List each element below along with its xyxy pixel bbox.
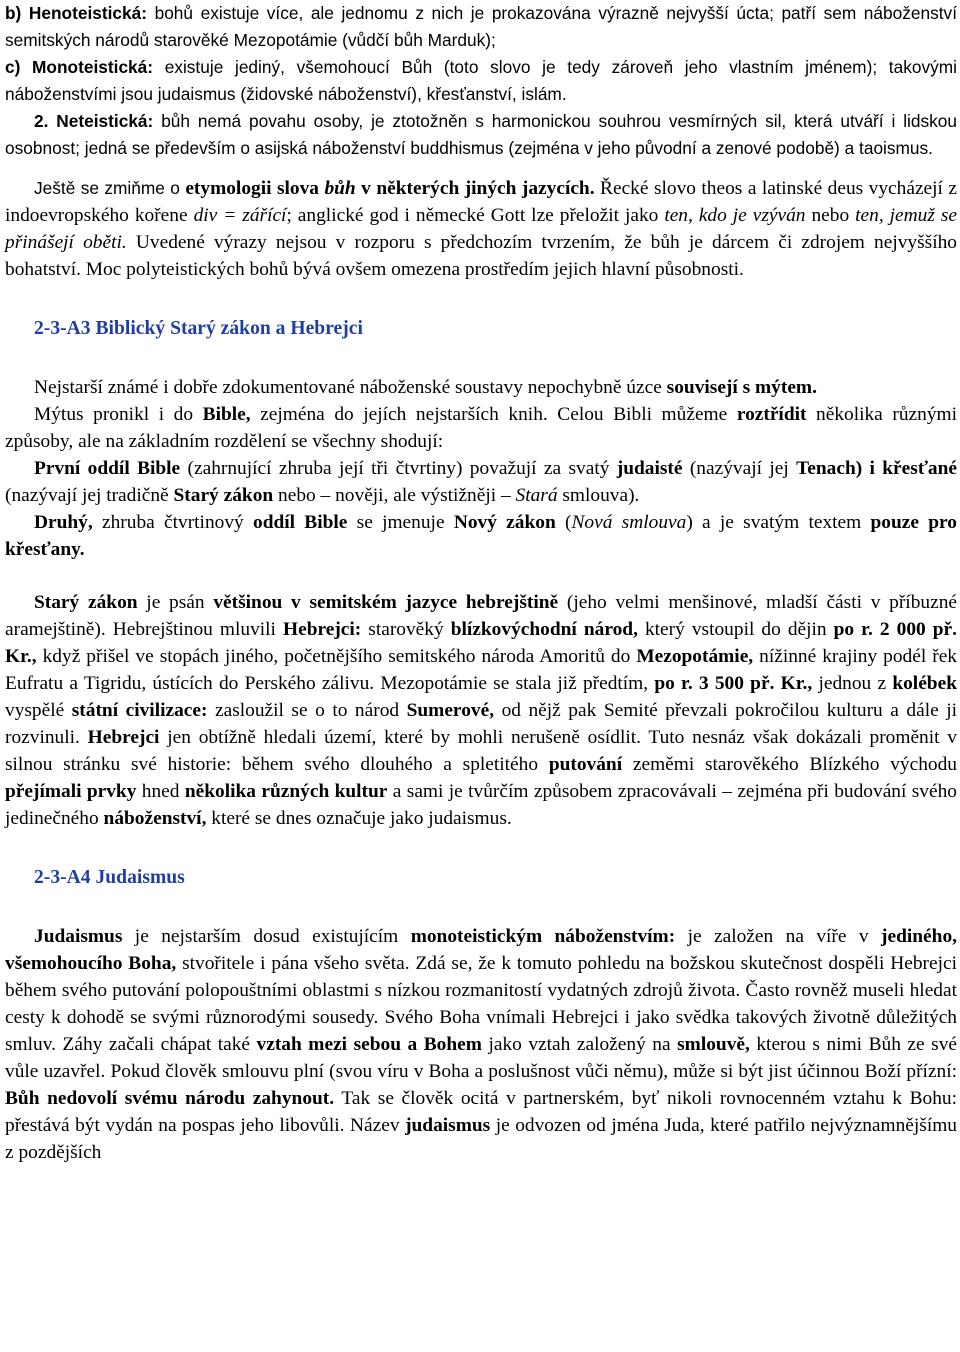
a3-p5-text-14: a sami je tvůrčím způsobem zpracovávali – zejména při budování svého jedinečného — [5, 781, 957, 829]
a3-p3-bold-4: Starý zákon — [173, 485, 274, 506]
a3-p3-text-4: nebo – nověji, ale výstižněji – — [273, 485, 516, 506]
a3-p5-text-1: je psán — [137, 592, 214, 613]
a3-p4-text-2: se jmenuje — [347, 512, 454, 533]
nontheistic-text: bůh nemá povahu osoby, je ztotožněn s harmonickou souhrou vesmírných sil, která utváří i lidskou osobnost; jedná se především o asijská náboženství buddhismus (zejména v jeho původní a zenové podobě) a taoismus. — [5, 111, 957, 158]
a3-p5-text-3: starověký — [361, 619, 451, 640]
etymology-lead: Ještě se zmiňme o — [34, 178, 186, 198]
a3-p4-bold-4: pouze pro křesťany. — [5, 512, 957, 560]
a3-p2-text-2: zejména do jejích nejstarších knih. Celou Bibli můžeme — [250, 404, 737, 425]
nontheistic-item — [5, 108, 957, 162]
a3-p5-bold-15: náboženství, — [103, 808, 207, 829]
a3-p5-bold-9: státní civilizace: — [71, 700, 208, 721]
a3-p5-bold-8: kolébek — [892, 673, 957, 694]
religion-types-list — [5, 0, 957, 162]
a4-p1-text-5: kterou s nimi Bůh ze své vůle uzavřel. Pokud člověk smlouvu plní (svou víru v Boha a poslušnost vůči němu), může si být jist účinnou Boží přízní: — [5, 1034, 958, 1082]
monotheistic-label: c) Monoteistická: — [5, 57, 154, 77]
a3-p5-text-7: jednou z — [812, 673, 893, 694]
a3-p4-bold-1: Druhý, — [34, 512, 93, 533]
etymology-italic-2: ten, kdo je vzýván — [664, 205, 806, 226]
spacer — [5, 283, 957, 315]
a4-p1-bold-1: Judaismus — [34, 926, 123, 947]
section-heading-a3: 2-3-A3 Biblický Starý zákon a Hebrejci — [34, 318, 363, 339]
a3-p5-text-8: vyspělé — [5, 700, 72, 721]
spacer — [5, 162, 957, 175]
nontheistic-label: 2. Neteistická: — [34, 111, 154, 131]
a3-p3-bold-1: První oddíl Bible — [34, 458, 181, 479]
henotheistic-item — [5, 0, 957, 54]
a3-p5-bold-2: většinou v semitském jazyce hebrejštině — [213, 592, 559, 613]
henotheistic-label: b) Henoteistická: — [5, 3, 148, 23]
a3-p5-text-6: nížinné krajiny podél řek Eufratu a Tigridu, ústících do Perského zálivu. Mezopotámie se stala již předtím, — [5, 646, 958, 694]
a3-p4-text-1: zhruba čtvrtinový — [92, 512, 253, 533]
a3-p5-text-12: zeměmi starověkého Blízkého východu — [622, 754, 957, 775]
a3-p4-italic-1: Nová smlouva — [571, 512, 687, 533]
a3-p4-bold-3: Nový zákon — [453, 512, 556, 533]
etymology-text-1: Řecké slovo theos a latinské deus vycházejí z indoevropského kořene — [5, 178, 958, 226]
a4-paragraph-1 — [5, 923, 957, 1166]
a3-p5-bold-4: blízkovýchodní národ, — [450, 619, 638, 640]
spacer — [5, 342, 957, 374]
a4-p1-text-2: je založen na víře v — [675, 926, 882, 947]
a3-p3-text-2: (nazývají jej — [682, 458, 797, 479]
etymology-bold-italic — [324, 178, 355, 199]
a3-p5-text-13: hned — [136, 781, 185, 802]
a3-p3-italic-1: Stará — [515, 485, 558, 506]
a3-p5-bold-13: přejímali prvky — [5, 781, 137, 802]
a3-p1-text: Nejstarší známé i dobře zdokumentované náboženské soustavy nepochybně úzce — [34, 377, 667, 398]
a4-p1-text-3: stvořitele i pána všeho světa. Zdá se, že k tomuto pohledu na božskou skutečnost dospěli Hebrejci během svého putování polopouštními oblastmi s nízkou rozmanitostí vydatných zdrojů života. Často rovněž museli hledat cesty k dohodě se svými různorodými sousedy. Svého Boha vnímali Hebrejci i jako svědka takových životně důležitých smluv. Záhy začali chápat také — [5, 953, 957, 1055]
a3-p4-text-3: ( — [555, 512, 572, 533]
a3-p5-bold-3: Hebrejci: — [283, 619, 362, 640]
etymology-italic-1: div = zářící — [193, 205, 287, 226]
a4-p1-bold-5: smlouvě, — [677, 1034, 750, 1055]
a4-p1-bold-2: monoteistickým náboženstvím: — [410, 926, 676, 947]
a3-p3-text-1: (zahrnující zhruba její tři čtvrtiny) považují za svatý — [180, 458, 617, 479]
a3-p5-text-5: když přišel ve stopách jiného, početnějšího semitského národa Amoritů do — [36, 646, 637, 667]
a3-p5-text-10: od nějž pak Semité převzali pokročilou kulturu a dále ji rozvinuli. — [5, 700, 957, 748]
etymology-text-2: ; anglické god i německé Gott lze přeložit jako — [286, 205, 665, 226]
a3-p5-bold-5: po r. 2 000 př. Kr., — [5, 619, 957, 667]
a3-p5-text-2: (jeho velmi menšinové, mladší části v příbuzné aramejštině). Hebrejštinou mluvili — [5, 592, 957, 640]
etymology-text-4: Uvedené výrazy nejsou v rozporu s předchozím tvrzením, že bůh je dárcem či zdrojem nejvyššího bohatství. Moc polyteistických bohů bývá ovšem omezena prostředím jejich hlavní působnosti. — [5, 232, 957, 280]
a4-p1-bold-4: vztah mezi sebou a Bohem — [256, 1034, 482, 1055]
a3-p5-bold-12: putování — [548, 754, 623, 775]
a3-p3-text-3: (nazývají jej tradičně — [5, 485, 174, 506]
a4-p1-bold-6: Bůh nedovolí svému národu zahynout. — [5, 1088, 335, 1109]
a3-p2-text-3: několika různými způsoby, ale na základním rozdělení se všechny shodují: — [5, 404, 957, 452]
a3-p2-bold-1: Bible, — [202, 404, 251, 425]
a3-p5-text-11: jen obtížně hledali území, které by mohli nerušeně osídlit. Tuto nesnáz však dokázali proměnit v silnou stránku své historie: během svého dlouhého a spletitého — [5, 727, 958, 775]
a3-p2-text-1: Mýtus pronikl i do — [34, 404, 203, 425]
a3-p5-bold-7: po r. 3 500 př. Kr., — [654, 673, 813, 694]
spacer — [5, 832, 957, 864]
a3-p4-text-4: ) a je svatým textem — [686, 512, 871, 533]
a3-paragraph-2 — [5, 401, 957, 455]
etymology-paragraph — [5, 175, 957, 283]
spacer — [5, 891, 957, 923]
a3-p3-bold-3: Tenach) i křesťané — [796, 458, 958, 479]
a4-p1-text-6: Tak se člověk ocitá v partnerském, byť nikoli rovnocenném vztahu k Bohu: přestává být vydán na pospas jeho libovůli. Název — [5, 1088, 957, 1136]
a3-p5-bold-10: Sumerové, — [406, 700, 495, 721]
a3-p5-text-15: které se dnes označuje jako judaismus. — [206, 808, 512, 829]
a3-paragraph-5 — [5, 589, 957, 832]
etymology-bold2: v některých jiných jazycích. — [355, 178, 595, 199]
a3-p4-bold-2: oddíl Bible — [253, 512, 348, 533]
a4-p1-bold-7: judaismus — [405, 1115, 491, 1136]
etymology-bold-italic-text: bůh — [324, 178, 356, 199]
a3-p5-bold-6: Mezopotámie, — [636, 646, 754, 667]
monotheistic-item — [5, 54, 957, 108]
monotheistic-text: existuje jediný, všemohoucí Bůh (toto slovo je tedy zároveň jeho vlastním jménem); takovými náboženstvími jsou judaismus (židovské náboženství), křesťanství, islám. — [5, 57, 957, 104]
a3-paragraph-4 — [5, 509, 957, 563]
document-page — [5, 0, 957, 1166]
a3-paragraph-3 — [5, 455, 957, 509]
a3-p1-bold: souvisejí s mýtem. — [666, 377, 817, 398]
a3-p5-bold-11: Hebrejci — [87, 727, 160, 748]
a3-p5-bold-14: několika různých kultur — [184, 781, 388, 802]
a3-p5-text-4: který vstoupil do dějin — [637, 619, 834, 640]
etymology-text-3: nebo — [805, 205, 856, 226]
a3-paragraph-1 — [5, 374, 957, 401]
a3-p3-bold-2: judaisté — [616, 458, 683, 479]
a4-p1-text-7: je odvozen od jména Juda, které patřilo nejvýznamnějšímu z pozdějších — [5, 1115, 958, 1163]
a4-p1-text-1: je nejstarším dosud existujícím — [122, 926, 411, 947]
a3-p3-text-5: smlouva). — [557, 485, 640, 506]
a3-p5-text-9: zasloužil se o to národ — [207, 700, 407, 721]
etymology-italic-3: ten, jemuž se přinášejí oběti. — [5, 205, 958, 253]
spacer — [5, 563, 957, 589]
a3-p2-bold-2: roztřídit — [736, 404, 807, 425]
a4-p1-bold-3: jediného, všemohoucího Boha, — [5, 926, 957, 974]
etymology-bold1: etymologii slova — [185, 178, 325, 199]
section-heading-a4: 2-3-A4 Judaismus — [34, 867, 185, 888]
a4-p1-text-4: jako vztah založený na — [481, 1034, 678, 1055]
a3-p5-bold-1: Starý zákon — [34, 592, 138, 613]
henotheistic-text: bohů existuje více, ale jednomu z nich je prokazována výrazně nejvyšší úcta; patří sem náboženství semitských národů starověké Mezopotámie (vůdčí bůh Marduk); — [5, 3, 957, 50]
